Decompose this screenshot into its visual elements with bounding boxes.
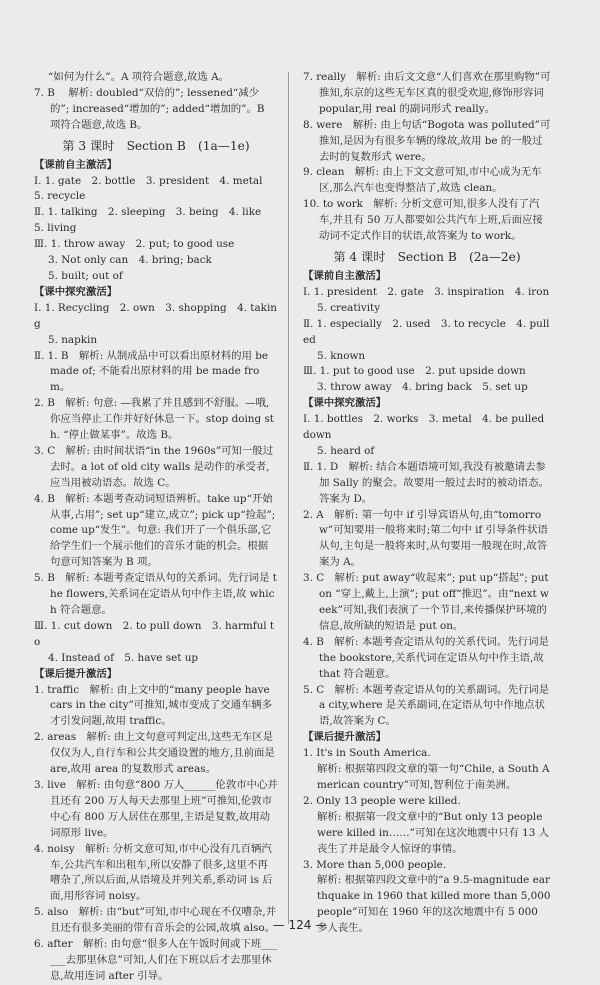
page-number: — 124 — [272,918,328,932]
answer-line: Ⅰ. 1. Recycling 2. own 3. shopping 4. taking [34,301,277,330]
answer-line: Ⅲ. 1. throw away 2. put; to good use [34,238,235,251]
answer-line: 5. heard of [317,444,375,457]
answer-line: 10. to work 解析: 分析文意可知,很多人没有了汽车,并且有 50 万人都要如公共汽车上班,后面应接动词不定式作目的状语,故答案为 to work。 [303,198,543,243]
section-heading: 【课中探究激活】 [34,285,118,298]
answer-line: Ⅱ. 1. D 解析: 结合本题语境可知,我没有被邀请去参加 Sally 的聚会。故要用一般过去时的被动语态。答案为 D。 [303,460,549,505]
answer-line: Ⅰ. 1. president 2. gate 3. inspiration 4. iron [303,285,550,298]
answer-line: 3. live 解析: 由句意“800 万人______伦敦市中心并且还有 200 万人每天去那里上班”可推知,伦敦市中心有 800 万人居住在那里,主语是复数,故用动词原形 live。 [34,778,278,839]
answer-line: 5. known [317,349,366,362]
answer-line: 4. noisy 解析: 分析文意可知,市中心没有几百辆汽车,公共汽车和出租车,所以安静了很多,这里不再嘈杂了,所以后面,从语境及并列关系,系动词 is 后面,用形容词 noisy。 [34,842,273,903]
lesson-title: 第 3 课时 Section B (1a—1e) [62,138,250,153]
answer-line: Ⅱ. 1. talking 2. sleeping 3. being 4. like 5. living [34,206,272,235]
answer-line: 3. C 解析: put away“收起来”; put up“搭起”; put on “穿上,戴上,上演”; put off“推迟”。由“next week”可知,我们表演了一个节目,来传播保护环境的信息,故所缺的短语是 put on。 [303,572,549,632]
column-divider [288,72,289,924]
answer-line: 1. traffic 解析: 由上文中的“many people have cars in the city”可推知,城市变成了交通车辆多才引发问题,故用 traffic。 [34,683,273,728]
right-column [303,70,551,937]
answer-line: Ⅰ. 1. gate 2. bottle 3. president 4. metal 5. recycle [34,174,273,203]
answer-line: Ⅲ. 1. put to good use 2. put upside down [303,365,526,378]
lesson-title: 第 4 课时 Section B (2a—2e) [333,249,521,264]
answer-line: Ⅰ. 1. bottles 2. works 3. metal 4. be pulled down [303,413,545,442]
answer-line: 3. C 解析: 由时间状语“in the 1960s”可知一般过去时。a lot of old city walls 是动作的承受者,应当用被动语态。故选 C。 [34,444,274,489]
answer-line: 5. built; out of [48,269,123,282]
answer-line: 4. Instead of 5. have set up [48,651,199,664]
answer-line: 5. also 解析: 由“but”可知,市中心现在不仅嘈杂,并且还有很多美丽的带有音乐会的公园,故填 also。 [34,906,277,935]
answer-line: 解析: 根据第四段文章的第一句“Chile, a South American country”可知,智利位于南美洲。 [317,763,550,791]
section-heading: 【课后提升激活】 [34,667,118,680]
section-heading: 【课中探究激活】 [303,397,387,410]
answer-line: 5. B 解析: 本题考查定语从句的关系词。先行词是 the flowers,关系词在定语从句中作主语,故 which 符合题意。 [34,572,277,616]
answer-line: 5. C 解析: 本题考查定语从句的关系副词。先行词是 a city,where 是关系副词,在定语从句中作地点状语,故答案为 C。 [303,683,550,728]
section-heading: 【课前自主激活】 [303,269,387,282]
answer-line: 9. clean 解析: 由上下文文意可知,市中心成为无车区,那么汽车也变得整洁了,故选 clean。 [303,166,542,195]
answer-line: Ⅲ. 1. cut down 2. to pull down 3. harmful to [34,619,275,648]
answer-line: Ⅱ. 1. especially 2. used 3. to recycle 4. pulled [303,317,550,346]
answer-line: 5. creativity [317,301,381,314]
answer-line: 1. It's in South America. [303,747,431,760]
answer-line: 2. B 解析: 句意: —我累了并且感到不舒服。—哦,你应当停止工作并好好休息一下。stop doing sth. “停止做某事”。故选 B。 [34,397,274,442]
answer-line: 2. A 解析: 第一句中 if 引导宾语从句,由“tomorrow”可知要用一般将来时;第二句中 if 引导条件状语从句,主句是一般将来时,从句要用一般现在时,故答案为 A。 [303,508,548,569]
answer-line: 3. Not only can 4. bring; back [48,254,212,267]
answer-line: 7. really 解析: 由后文文意“人们喜欢在那里购物”可推知,东京的这些无车区真的很受欢迎,修饰形容词 popular,用 real 的副词形式 really。 [303,71,551,115]
answer-line: Ⅱ. 1. B 解析: 从制成品中可以看出原材料的用 be made of; 不能看出原材料的用 be made from。 [34,349,269,394]
answer-line: 8. were 解析: 由上句话“Bogota was polluted”可推知,是因为有很多车辆的缘故,故用 be 的一般过去时的复数形式 were。 [303,118,551,163]
answer-line: 4. B 解析: 本题考查定语从句的关系代词。先行词是 the bookstore,关系代词在定语从句中作主语,故 that 符合题意。 [303,635,549,680]
answer-line: 4. B 解析: 本题考查动词短语辨析。take up“开始从事,占用”; set up“建立,成立”; pick up“捡起”; come up“发生”。句意: 我们开了一个俱乐部,它给学生们一个展示他们的音乐才能的机会。根据句意可知答案为 B 项。 [34,492,276,569]
section-heading: 【课后提升激活】 [303,731,387,744]
answer-line: 解析: 根据第四段文章中的“a 9.5-magnitude earthquake in 1960 that killed more than 5,000 people”可知在 1960 年的这次地震中有 5 000 多人丧生。 [317,874,551,935]
answer-line: 3. throw away 4. bring back 5. set up [317,381,528,394]
section-heading: 【课前自主激活】 [34,158,118,171]
answer-line: 解析: 根据第一段文章中的“But only 13 people were killed in……”可知在这次地震中只有 13 人丧生了并是最令人惊讶的事情。 [317,810,550,855]
left-column [34,70,278,985]
answer-line: 2. areas 解析: 由上文句意可判定出,这些无车区是仅仅为人,自行车和公共交通设置的地方,且前面是 are,故用 area 的复数形式 areas。 [34,731,275,776]
answer-line: 5. napkin [48,333,98,346]
answer-line: 3. More than 5,000 people. [303,858,447,871]
answer-line: 7. B 解析: doubled“双倍的”; lessened“减少的”; increased“增加的”; added“增加的”。B 项符合题意,故选 B。 [34,86,265,131]
answer-line: 6. after 解析: 由句意“很多人在午饭时间或下班______去那里休息”可知,人们在下班以后才去那里休息,故用连词 after 引导。 [34,938,277,982]
answer-line: 2. Only 13 people were killed. [303,794,461,807]
answer-line: “如何为什么”。A 项符合题意,故选 A。 [48,71,230,83]
